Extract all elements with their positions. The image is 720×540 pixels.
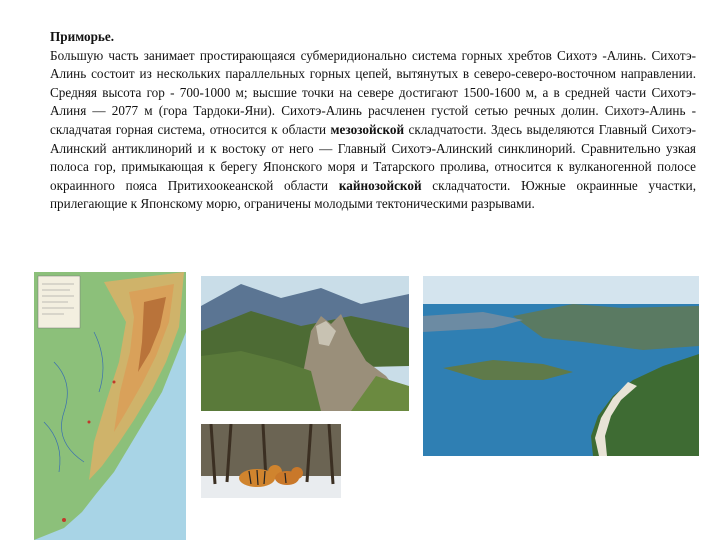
paragraph-bold-mesozoic: мезозойской	[330, 121, 405, 137]
mountain-landscape-image	[201, 276, 409, 411]
tiger-image	[201, 424, 341, 498]
text-block	[50, 28, 696, 214]
paragraph-part-2: складчатости. Здесь выделяются Главный Сихотэ-Алинский антиклинорий и к востоку от него — Главный Сихотэ-Алинский синклинорий. Сравнительно узкая полоса гор, примыкающая к берегу Японского моря и Татарского пролива, относится к вулканогенной полосе окраинного пояса Притихоокеанской области	[50, 121, 696, 193]
slide-title: Приморье.	[50, 29, 115, 44]
slide-paragraph	[50, 48, 696, 212]
coastline-image	[423, 276, 699, 456]
paragraph-bold-cenozoic: кайнозойской	[338, 177, 422, 193]
primorye-map-image	[34, 272, 186, 540]
paragraph-part-3: складчатости. Южные окраинные участки, прилегающие к Японскому морю, ограничены молодыми тектоническими разрывами.	[50, 177, 697, 212]
paragraph-part-1: Большую часть занимает простирающаяся субмеридионально система горных хребтов Сихотэ -Алинь. Сихотэ-Алинь состоит из нескольких параллельных горных цепей, вытянутых в северо-северо-восточном направлении. Средняя высота гор - 700-1000 м; высшие точки на севере достигают 1500-1600 м, а в средней части Сихотэ-Алиня — 2077 м (гора Тардоки-Яни). Сихотэ-Алинь расчленен густой сетью речных долин. Сихотэ-Алинь - складчатая горная система, относится к области	[50, 47, 696, 137]
